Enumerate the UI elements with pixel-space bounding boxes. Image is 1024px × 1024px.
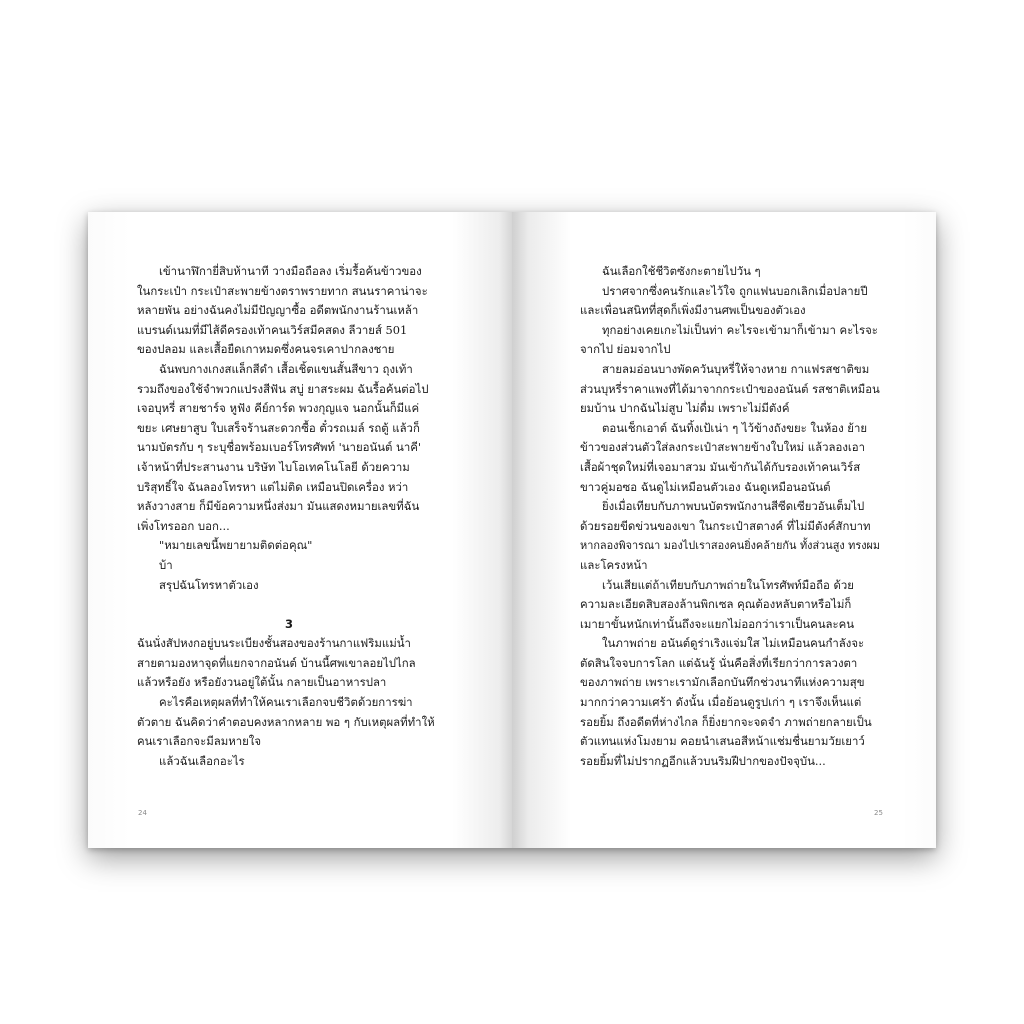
text-line: ยิ่งเมื่อเทียบกับภาพบนบัตรพนักงานสีซีดเซียวอันเต็มไป	[602, 499, 865, 514]
text-line: เว้นเสียแต่ถ้าเทียบกับภาพถ่ายในโทรศัพท์มือถือ ด้วย	[602, 577, 854, 592]
text-line: ขยะ เศษยาสูบ ใบเสร็จร้านสะดวกซื้อ ตั๋วรถเมล์ รถตู้ แล้วก็	[137, 420, 420, 435]
left-page-body	[137, 262, 437, 771]
text-line: สายลมอ่อนบางพัดควันบุหรี่ให้จางหาย กาแฟรสชาติขม	[602, 361, 870, 376]
text-line: ฉันพบกางเกงสแล็กสีดำ เสื้อเชิ้ตแขนสั้นสีขาว ถุงเท้า	[159, 361, 413, 376]
text-line: แบรนด์เนมที่มีไส้ดีครองเท้าคนเวิร์สมีคสดง ลีวายส์ 501	[137, 322, 408, 337]
text-line: ตัวตาย ฉันคิดว่าคำตอบคงหลากหลาย พอ ๆ กับเหตุผลที่ทำให้	[137, 714, 435, 729]
text-line: ด้วยรอยขีดข่วนของเขา ในกระเป๋าสตางค์ ที่ไม่มีตังค์สักบาท	[580, 518, 871, 533]
text-line: หากลองพิจารณา มองไปเราสองคนยิ่งคล้ายกัน ทั้งส่วนสูง ทรงผม	[580, 539, 881, 553]
text-line: ข้าวของส่วนตัวใส่ลงกระเป๋าสะพายข้างใบใหม่ แล้วลองเอา	[580, 440, 866, 455]
text-line: ทุกอย่างเคยเกะไม่เป็นท่า คะไรจะเข้ามาก็เข้ามา คะไรจะ	[602, 322, 878, 337]
text-line: จากไป ย่อมจากไป	[580, 342, 671, 357]
text-line: และเพื่อนสนิทที่สุดก็เพิ่งมีงานศพเป็นของตัวเอง	[580, 303, 806, 318]
text-line: คะไรคือเหตุผลที่ทำให้คนเราเลือกจบชีวิตด้วยการฆ่า	[159, 695, 413, 710]
text-line: รอยยิ้ม ถึงอดีตที่ห่างไกล ก็ยิ่งยากจะจดจำ ภาพถ่ายกลายเป็น	[580, 714, 872, 729]
chapter-number: 3	[284, 616, 293, 631]
page-number-right: 25	[874, 809, 883, 817]
text-line: "หมายเลขนี้พยายามติดต่อคุณ"	[159, 538, 313, 553]
text-line: เมายาขั้นหนักเท่านั้นถึงจะแยกไม่ออกว่าเราเป็นคนละคน	[580, 616, 855, 631]
text-line: ยมบ้าน ปากฉันไม่สูบ ไม่ดื่ม เพราะไม่มีตังค์	[580, 401, 790, 416]
text-line: รวมถึงของใช้จำพวกแปรงสีฟัน สบู่ ยาสระผม ฉันรื้อค้นต่อไป	[137, 381, 429, 396]
text-line: ฉันนั่งสัปหงกอยู่บนระเบียงชั้นสองของร้านกาแฟริมแม่น้ำ	[137, 636, 411, 651]
text-line: สายตามองหาจุดที่แยกจากอนันต์ บ้านนี้ศพเขาลอยไปไกล	[137, 655, 416, 670]
section-gap	[137, 595, 437, 615]
text-line: ในกระเป๋า กระเป๋าสะพายข้างตราพรายทาก สนนราคาน่าจะ	[137, 283, 428, 298]
text-line: และโครงหน้า	[580, 557, 648, 572]
right-page-body	[580, 262, 880, 771]
text-line: สรุปฉันโทรหาตัวเอง	[159, 577, 259, 592]
text-line: บริสุทธิ์ใจ ฉันลองโทรหา แต่ไม่ติด เหมือนปิดเครื่อง หว่า	[137, 479, 409, 494]
text-line: เจ้าหน้าที่ประสานงาน บริษัท ไบโอเทคโนโลยี ด้วยความ	[137, 459, 410, 474]
text-line: คนเราเลือกจะมีลมหายใจ	[137, 734, 262, 749]
text-line: เพิ่งโทรออก บอก...	[137, 518, 230, 533]
text-line: แล้วฉันเลือกอะไร	[159, 753, 245, 768]
text-line: ของปลอม และเสื้อยืดเกาหมดซึ่งคนจรเคาปากลงชาย	[137, 342, 395, 357]
text-line: นามบัตรกับ ๆ ระบุชื่อพร้อมเบอร์โทรศัพท์ 'นายอนันต์ นาคี'	[137, 440, 421, 455]
text-line: ความละเอียดสิบสองล้านพิกเซล คุณต้องหลับตาหรือไม่ก็	[580, 597, 852, 612]
text-line: ตัดสินใจจบการโลก แต่ฉันรู้ นั่นคือสิ่งที่เรียกว่าการลวงตา	[580, 655, 858, 670]
text-line: หลังวางสาย ก็มีข้อความหนึ่งส่งมา มันแสดงหมายเลขที่ฉัน	[137, 499, 420, 514]
right-page	[512, 212, 936, 848]
text-line: เข้านาฬิกายี่สิบห้านาที วางมือถือลง เริ่มรื้อค้นข้าวของ	[159, 264, 422, 278]
text-line: เสื้อผ้าชุดใหม่ที่เจอมาสวม มันเข้ากันได้กับรองเท้าคนเวิร์ส	[580, 459, 861, 474]
text-line: แล้วหรือยัง หรือยังวนอยู่ใต้นั้น กลายเป็นอาหารปลา	[137, 675, 387, 690]
text-line: รอยยิ้มที่ไม่ปรากฏอีกแล้วบนริมฝีปากของปัจจุบัน...	[580, 753, 826, 768]
text-line: ปราศจากซึ่งคนรักและไว้ใจ ถูกแฟนบอกเลิกเมื่อปลายปี	[602, 283, 868, 298]
text-line: ของภาพถ่าย เพราะเรามักเลือกบันทึกช่วงนาทีแห่งความสุข	[580, 675, 865, 690]
text-line: ตัวแทนแห่งโมงยาม คอยนำเสนอสีหน้าแช่มชื่นยามวัยเยาว์	[580, 734, 865, 749]
left-page	[88, 212, 512, 848]
text-line: มากกว่าความเศร้า ดังนั้น เมื่อย้อนดูรูปเก่า ๆ เราจึงเห็นแต่	[580, 695, 862, 710]
left-page-section-a	[137, 262, 437, 595]
text-line: ฉันเลือกใช้ชีวิตซังกะตายไปวัน ๆ	[602, 264, 761, 278]
page-number-left: 24	[138, 809, 147, 817]
text-line: บ้า	[159, 557, 173, 572]
text-line: หลายพัน อย่างฉันคงไม่มีปัญญาซื้อ อดีตพนักงานร้านเหล้า	[137, 303, 419, 318]
text-line: ตอนเช็กเอาต์ ฉันทิ้งเป้เน่า ๆ ไว้ข้างถังขยะ ในห้อง ย้าย	[602, 420, 868, 435]
left-page-section-b	[137, 634, 437, 771]
text-line: ในภาพถ่าย อนันต์ดูร่าเริงแจ่มใส ไม่เหมือนคนกำลังจะ	[602, 636, 865, 651]
text-line: ขาวคู่มอซอ ฉันดูไม่เหมือนตัวเอง ฉันดูเหมือนอนันต์	[580, 479, 831, 494]
text-line: เจอบุหรี่ สายชาร์จ หูฟัง คีย์การ์ด พวงกุญแจ นอกนั้นก็มีแค่	[137, 401, 420, 416]
text-line: ส่วนบุหรี่ราคาแพงที่ได้มาจากกระเป๋าของอนันต์ รสชาติเหมือน	[580, 381, 880, 396]
